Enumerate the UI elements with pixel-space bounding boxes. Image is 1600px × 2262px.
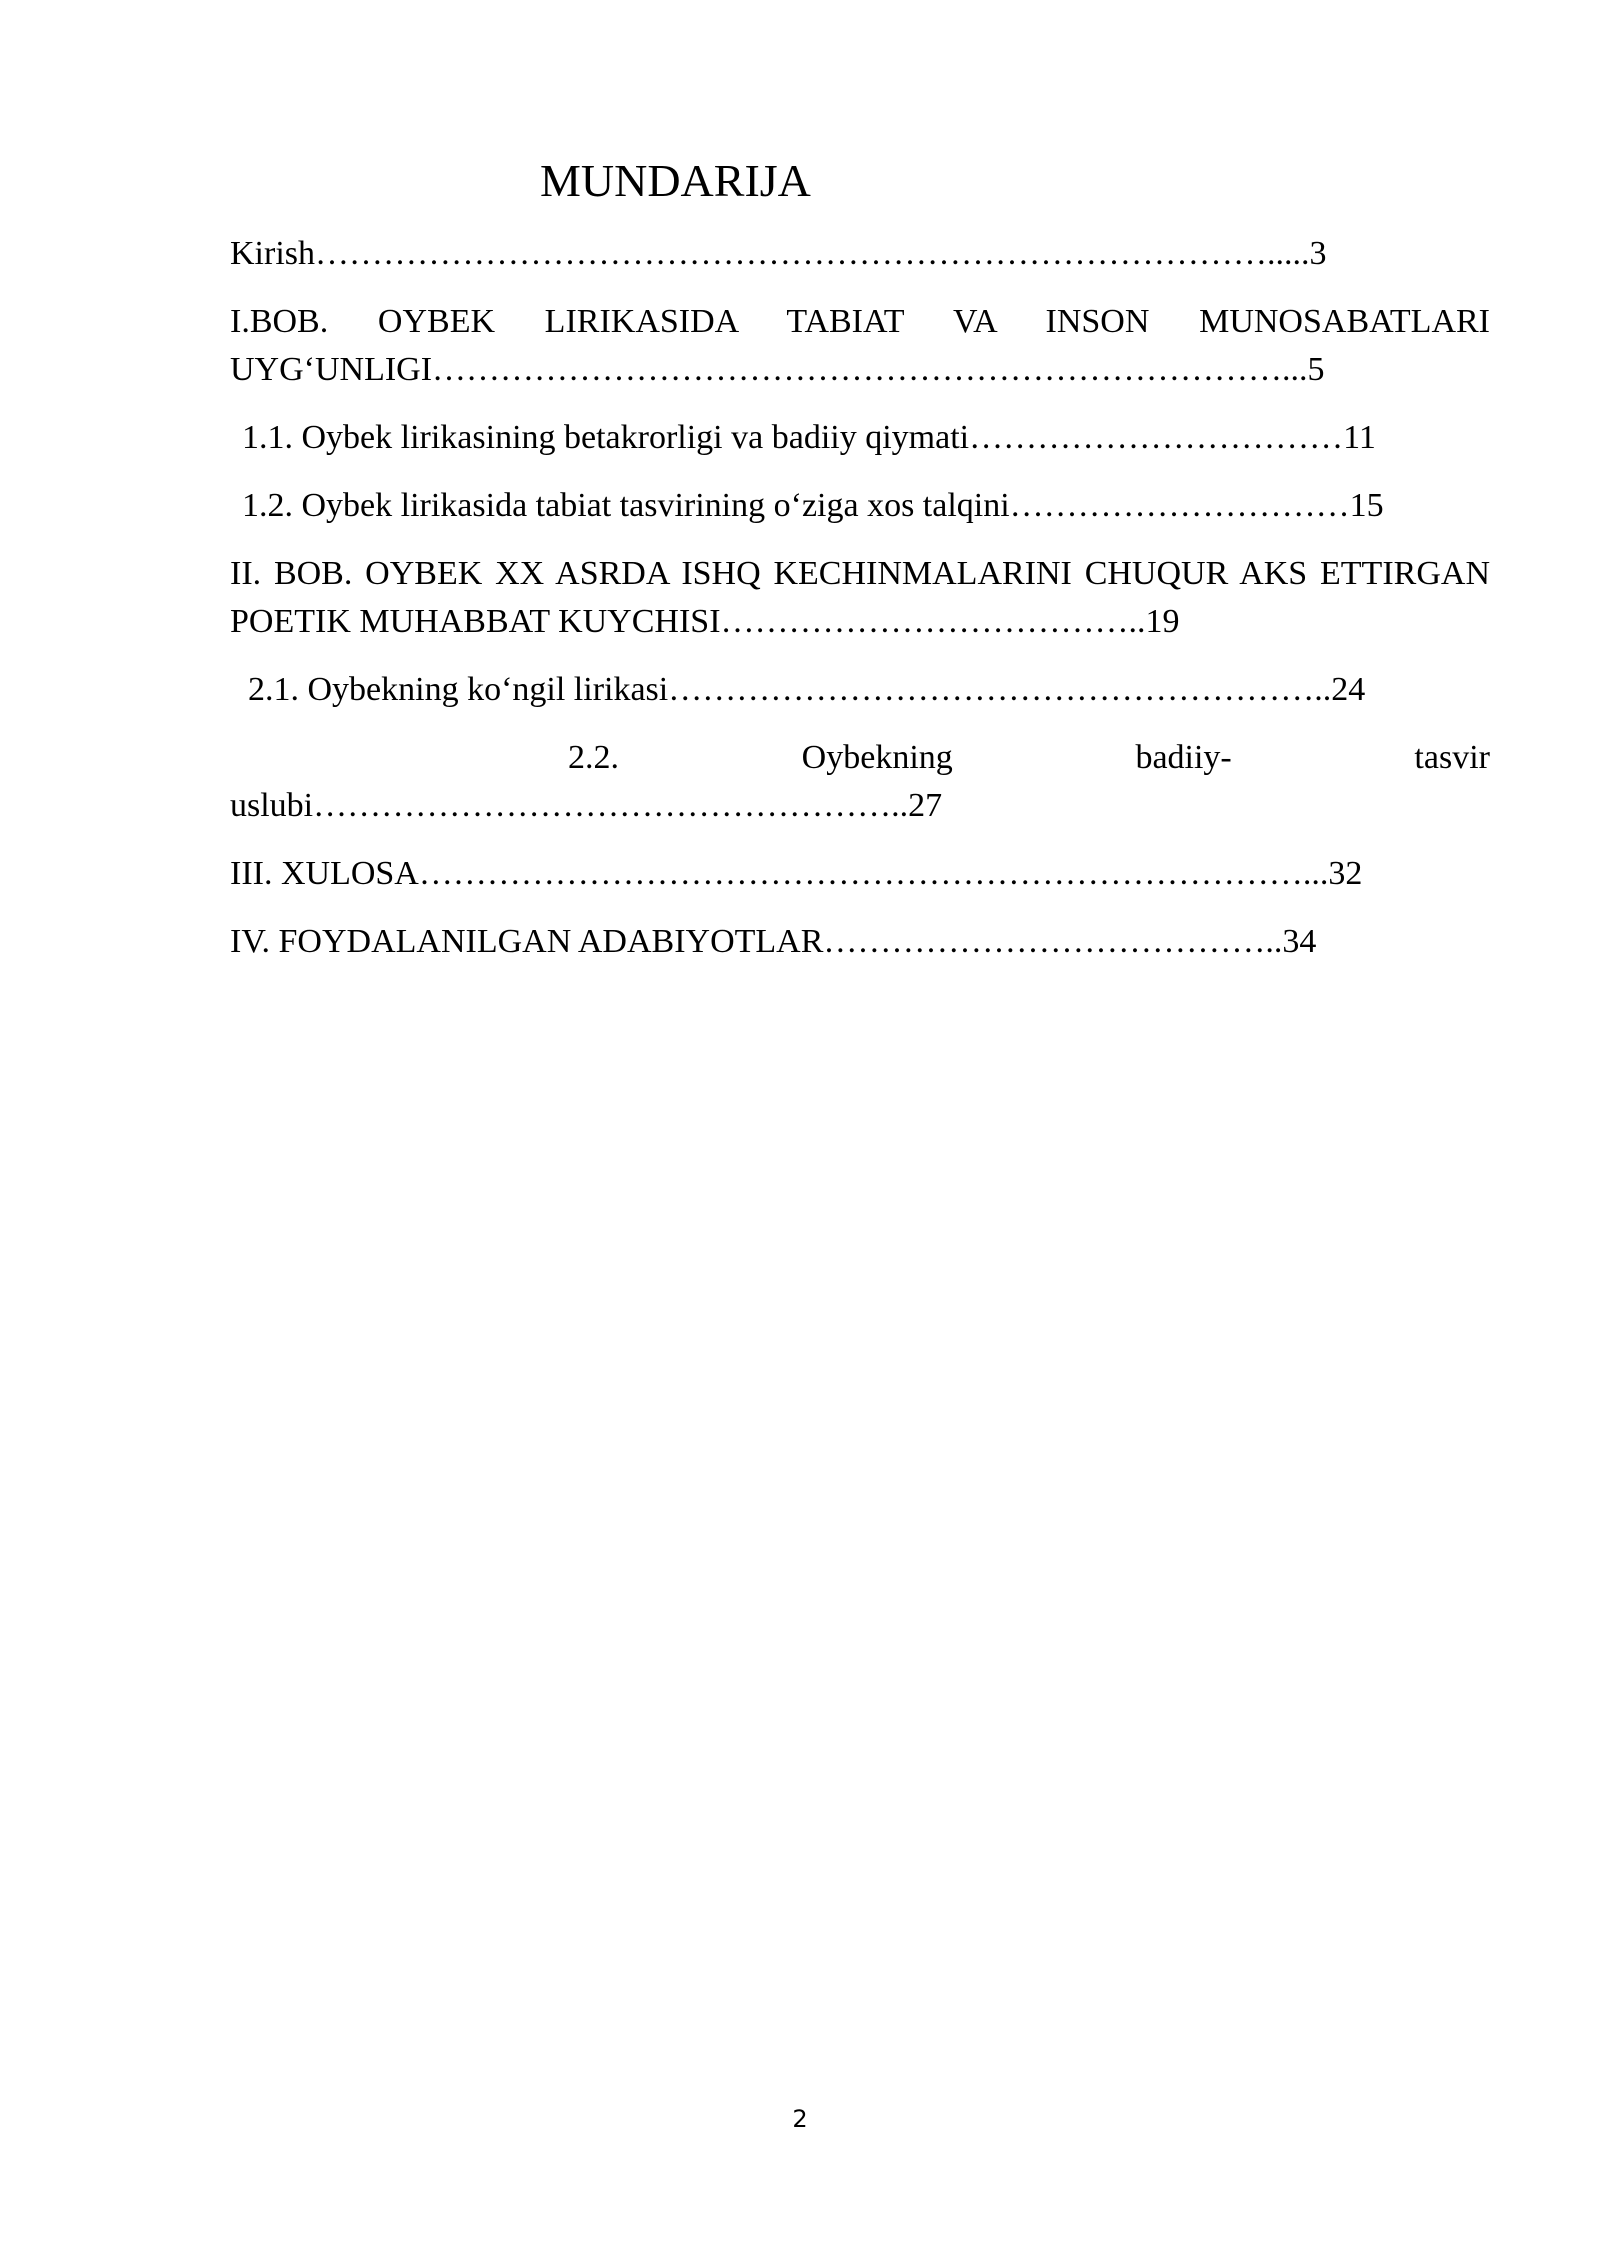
- toc-entry-2-2-word: Oybekning: [801, 739, 953, 776]
- table-of-contents: [230, 230, 1490, 966]
- toc-entry-2-2-word: badiiy-: [1135, 739, 1232, 776]
- toc-entry-1-2: 1.2. Oybek lirikasida tabiat tasvirining o‘ziga xos talqini…………………………15: [242, 487, 1384, 524]
- toc-entry-adabiyotlar: IV. FOYDALANILGAN ADABIYOTLAR…………………………………..34: [230, 923, 1317, 960]
- toc-entry-chapter-1: I.BOB. OYBEK LIRIKASIDA TABIAT VA INSON MUNOSABATLARI UYG‘UNLIGI…………………………………………………………………...5: [230, 303, 1490, 388]
- toc-entry-2-2: [230, 734, 1490, 830]
- toc-entry-1-1: 1.1. Oybek lirikasining betakrorligi va badiiy qiymati……………………………11: [242, 419, 1376, 456]
- toc-entry-xulosa: III. XULOSA……………………………………………………………………...32: [230, 855, 1363, 892]
- toc-entry-chapter-2: II. BOB. OYBEK XX ASRDA ISHQ KECHINMALARINI CHUQUR AKS ETTIRGAN POETIK MUHABBAT KUYCHISI………………………………..19: [230, 555, 1490, 640]
- toc-entry-2-2-word: 2.2.: [568, 739, 619, 776]
- toc-entry-2-2-tail: uslubi……………………………………………..27: [230, 787, 943, 824]
- toc-entry-kirish: Kirish………………………………………………………………………….....3: [230, 235, 1327, 272]
- toc-entry-2-2-word: tasvir: [1414, 739, 1490, 776]
- page-number: 2: [792, 2105, 808, 2133]
- toc-entry-2-2-lead: [568, 734, 1490, 782]
- page-title: MUNDARIJA: [540, 155, 811, 206]
- toc-entry-2-1: 2.1. Oybekning ko‘ngil lirikasi…………………………………………………..24: [248, 671, 1366, 708]
